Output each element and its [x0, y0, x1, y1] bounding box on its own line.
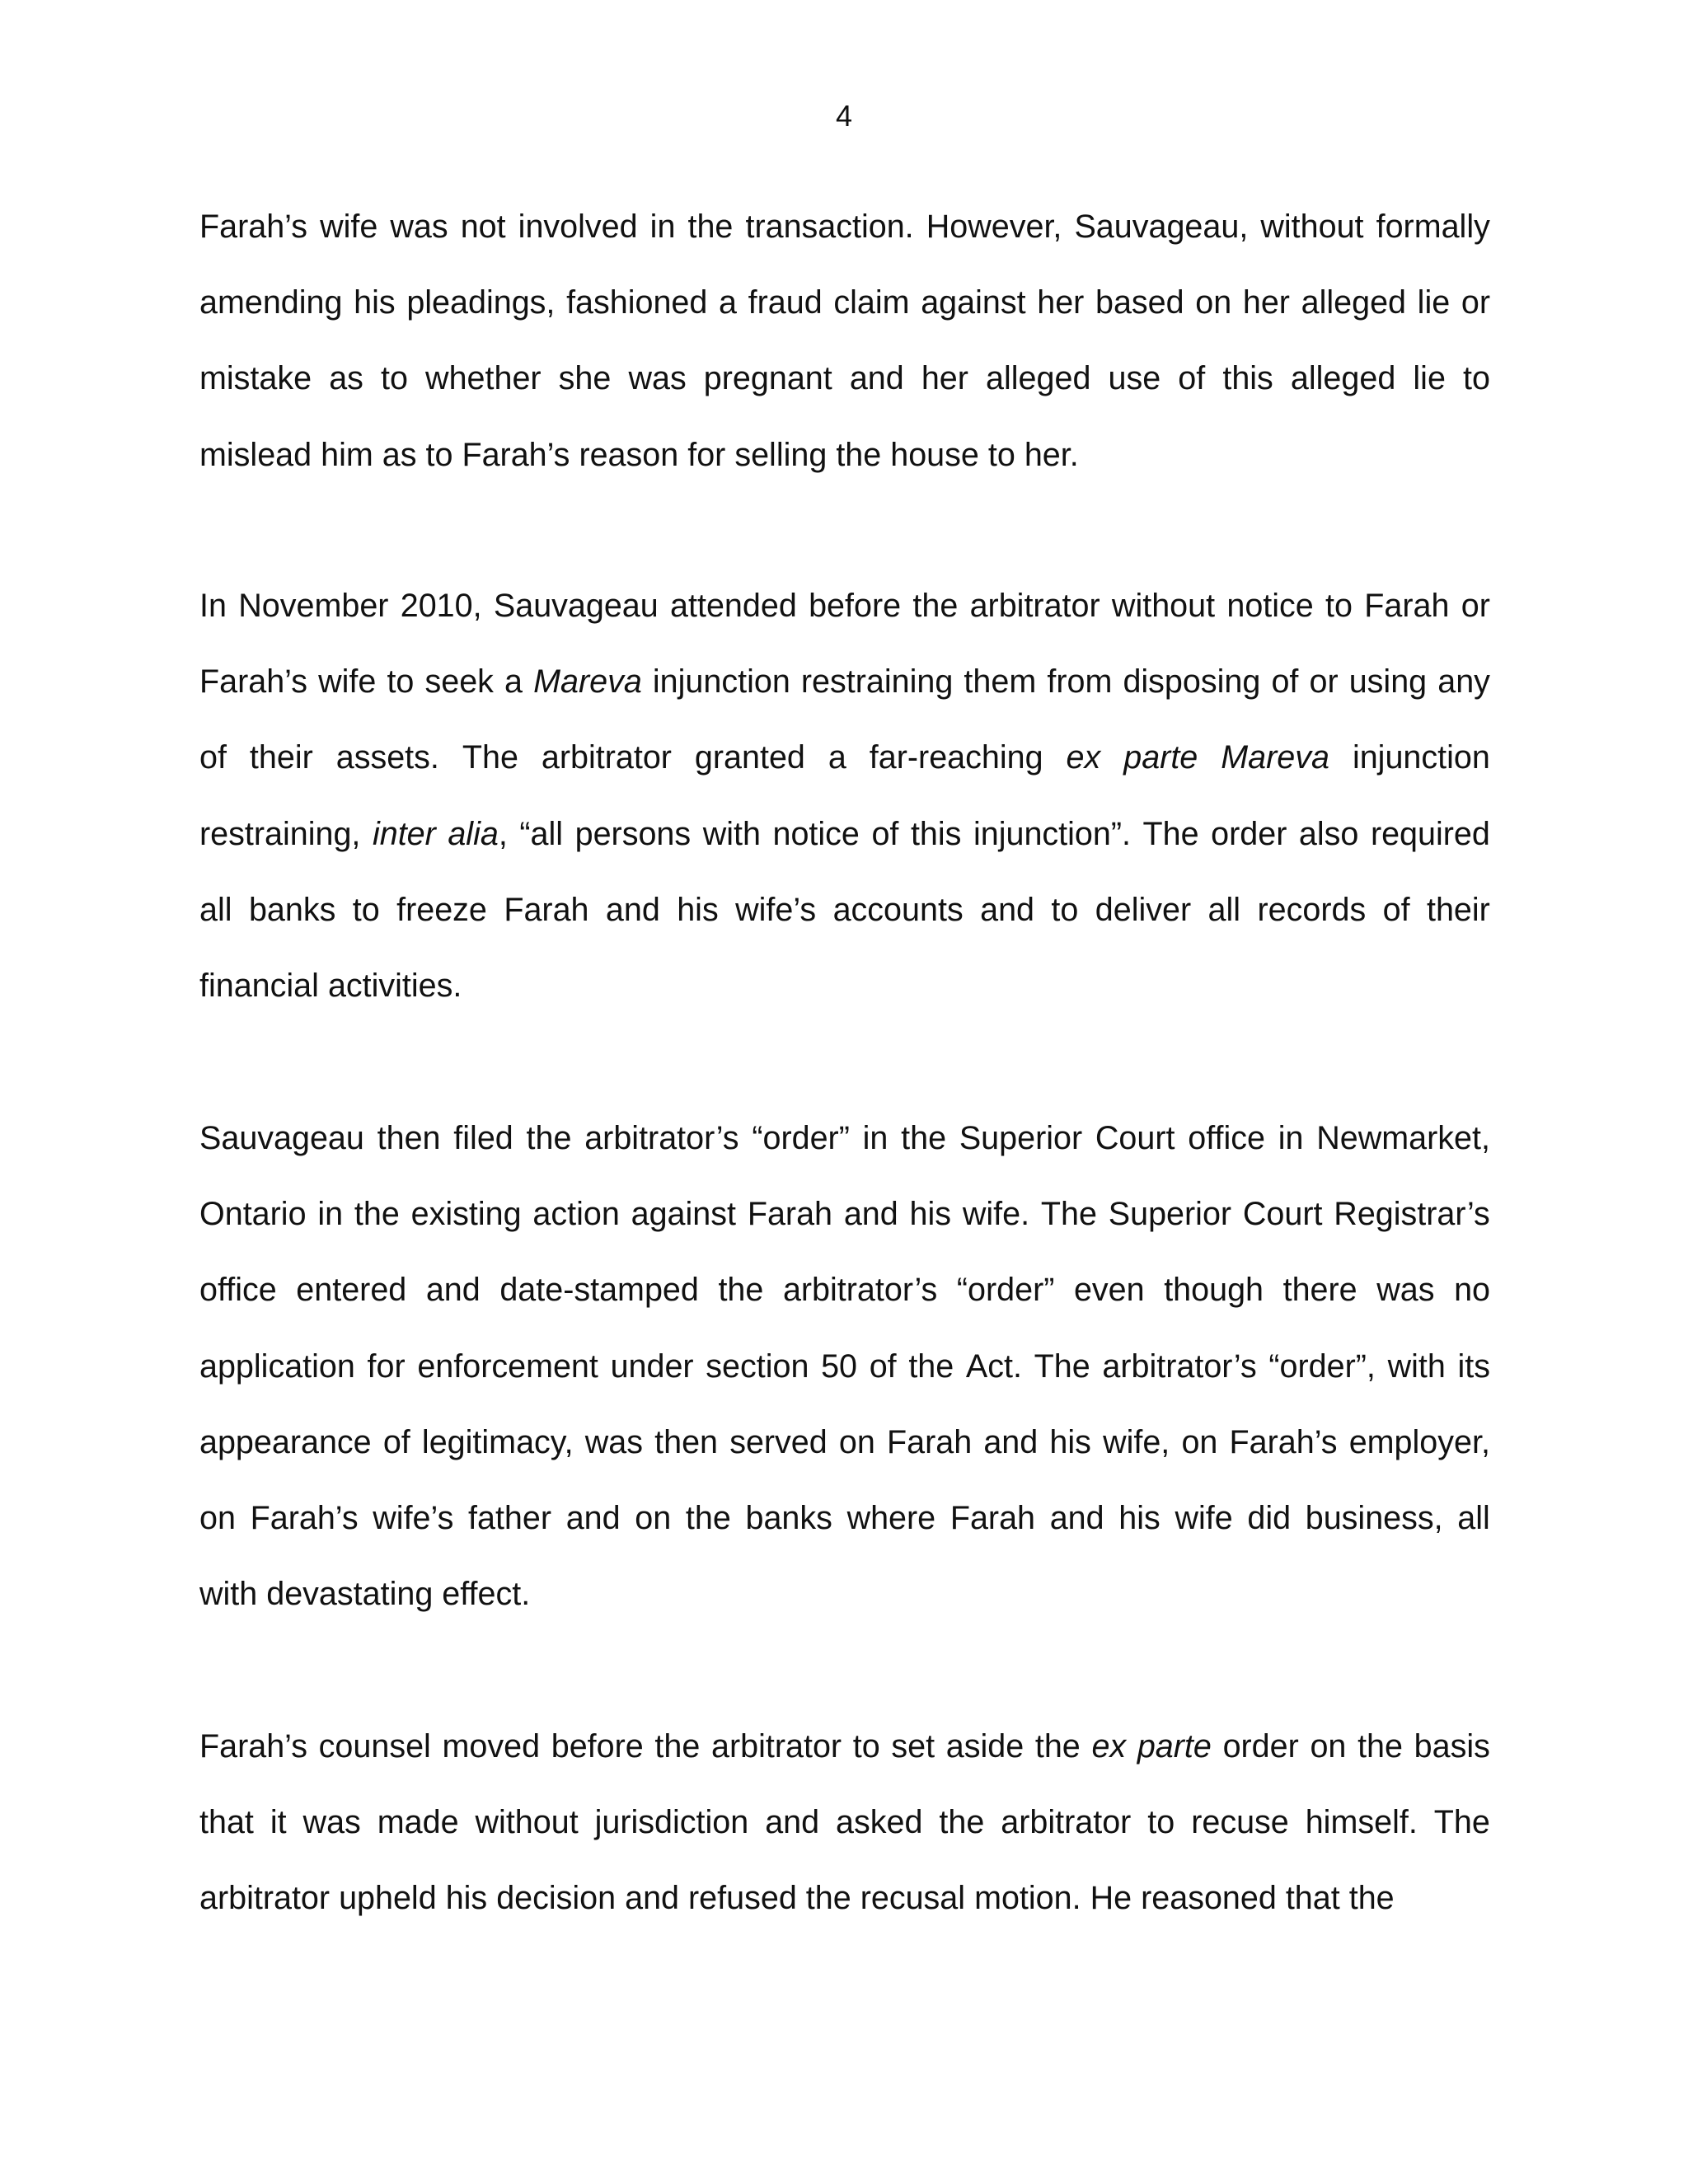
paragraph-line: that it was made without jurisdiction and asked the arbitrator to recuse himself. The [199, 1804, 1490, 1841]
paragraph-line: office entered and date-stamped the arbitrator’s “order” even though there was no [199, 1272, 1490, 1309]
paragraph-line: restraining, inter alia, “all persons with notice of this injunction”. The order also required [199, 815, 1490, 852]
paragraph-line: Farah’s wife was not involved in the transaction. However, Sauvageau, without formally [199, 209, 1490, 245]
paragraph-line: application for enforcement under section 50 of the Act. The arbitrator’s “order”, with its [199, 1347, 1490, 1385]
paragraph-line: with devastating effect. [199, 1576, 531, 1613]
paragraph-line: amending his pleadings, fashioned a fraud claim against her based on her alleged lie or [199, 284, 1490, 321]
paragraph-line: appearance of legitimacy, was then served on Farah and his wife, on Farah’s employer, [199, 1423, 1490, 1460]
paragraph-line: Farah’s counsel moved before the arbitrator to set aside the ex parte order on the basis [199, 1728, 1490, 1765]
paragraph-line: mistake as to whether she was pregnant and her alleged use of this alleged lie to [199, 360, 1490, 397]
paragraph-line: mislead him as to Farah’s reason for selling the house to her. [199, 436, 1079, 473]
paragraph-4 [199, 1709, 1490, 1938]
paragraph-line: of their assets. The arbitrator granted a far-reaching ex parte Mareva injunction [199, 739, 1490, 776]
paragraph-line: on Farah’s wife’s father and on the banks where Farah and his wife did business, all [199, 1499, 1490, 1536]
paragraph-line: all banks to freeze Farah and his wife’s accounts and to deliver all records of their [199, 891, 1490, 928]
paragraph-1 [199, 190, 1490, 494]
page-number: 4 [835, 99, 853, 133]
paragraph-line: In November 2010, Sauvageau attended before the arbitrator without notice to Farah or [199, 588, 1490, 624]
paragraph-line: Ontario in the existing action against Farah and his wife. The Superior Court Registrar’s [199, 1196, 1490, 1233]
paragraph-3 [199, 1101, 1490, 1633]
paragraph-line: Farah’s wife to seek a Mareva injunction restraining them from disposing of or using any [199, 663, 1490, 701]
paragraph-2 [199, 569, 1490, 1024]
paragraph-line: financial activities. [199, 967, 462, 1004]
paragraph-line: Sauvageau then filed the arbitrator’s “order” in the Superior Court office in Newmarket, [199, 1120, 1490, 1156]
paragraph-line: arbitrator upheld his decision and refused the recusal motion. He reasoned that the [199, 1880, 1395, 1917]
